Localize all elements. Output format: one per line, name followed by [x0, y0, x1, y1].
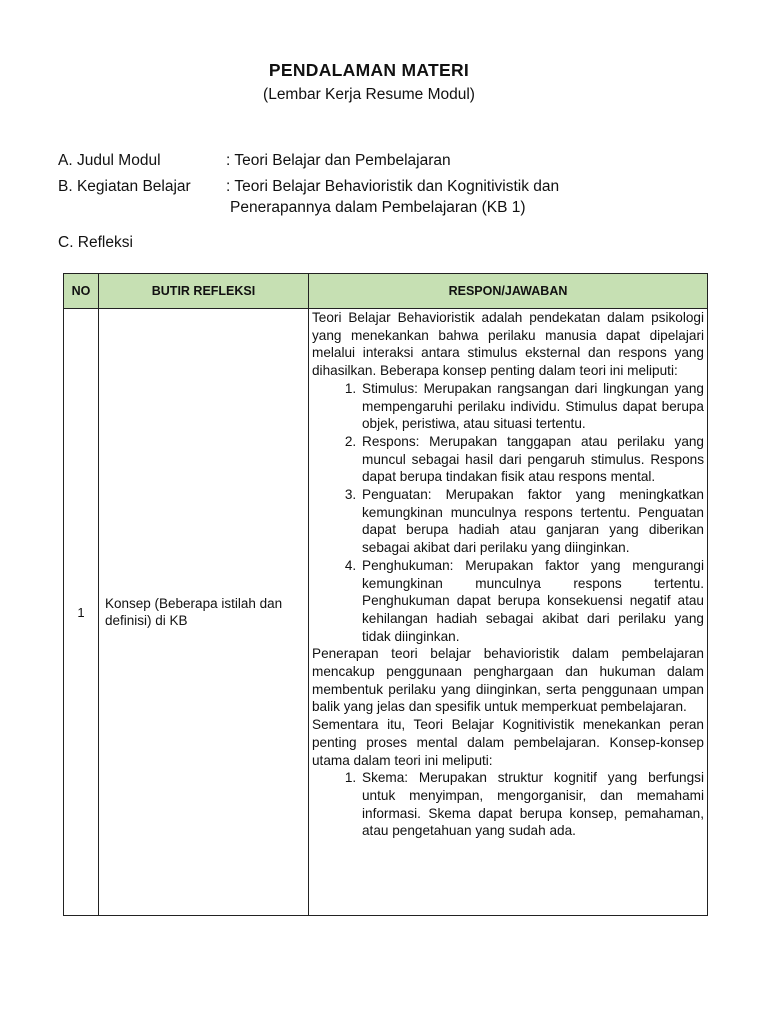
response-intro: Teori Belajar Behavioristik adalah pendekatan dalam psikologi yang menekankan bahwa perilaku manusia dapat dipelajari melalui interaksi antara stimulus eksternal dan respons yang dihasilkan. Beberapa konsep penting dalam teori ini meliputi: [312, 310, 704, 379]
respon-jawaban-cell [309, 309, 708, 916]
list-item: 4. Penghukuman: Merupakan faktor yang mengurangi kemungkinan munculnya respons tertentu. Penghukuman dapat berupa konsekuensi negatif atau kehilangan hadiah sebagai akibat dari perilaku yang tidak diinginkan. [360, 557, 704, 646]
header-no: NO [64, 274, 99, 309]
kegiatan-belajar-value-line2: Penerapannya dalam Pembelajaran (KB 1) [230, 199, 526, 216]
row-number: 1 [64, 309, 99, 916]
table-header-row [64, 274, 708, 309]
judul-modul-value: : Teori Belajar dan Pembelajaran [226, 152, 451, 169]
page-title: PENDALAMAN MATERI [268, 60, 470, 80]
header-respon-jawaban: RESPON/JAWABAN [309, 274, 708, 309]
kegiatan-belajar-value-line1: : Teori Belajar Behavioristik dan Kognitivistik dan [226, 178, 560, 195]
response-paragraph-kognitivistik: Sementara itu, Teori Belajar Kognitivistik menekankan peran penting proses mental dalam pembelajaran. Konsep-konsep utama dalam teori ini meliputi: [312, 717, 704, 768]
kegiatan-belajar-label: B. Kegiatan Belajar [58, 178, 191, 195]
list-item: 1. Stimulus: Merupakan rangsangan dari lingkungan yang mempengaruhi perilaku individu. Stimulus dapat berupa objek, peristiwa, atau situasi tertentu. [360, 380, 704, 433]
list-item: 1. Skema: Merupakan struktur kognitif yang berfungsi untuk menyimpan, mengorganisir, dan memahami informasi. Skema dapat berupa konsep, pemahaman, atau pengetahuan yang sudah ada. [360, 769, 704, 840]
butir-refleksi-cell: Konsep (Beberapa istilah dan definisi) di KB [99, 309, 309, 916]
behavioristik-concept-list [312, 380, 704, 646]
table-row [64, 309, 708, 916]
reflection-table [63, 273, 708, 916]
judul-modul-label: A. Judul Modul [58, 152, 161, 169]
kognitivistik-concept-list [312, 769, 704, 840]
list-item: 2. Respons: Merupakan tanggapan atau perilaku yang muncul sebagai hasil dari pengaruh stimulus. Respons dapat berupa tindakan fisik atau respons mental. [360, 433, 704, 486]
response-paragraph-penerapan: Penerapan teori belajar behavioristik dalam pembelajaran mencakup penggunaan penghargaan dan hukuman dalam membentuk perilaku yang diinginkan, serta penggunaan umpan balik yang jelas dan spesifik untuk memperkuat pembelajaran. [312, 646, 704, 715]
list-item: 3. Penguatan: Merupakan faktor yang meningkatkan kemungkinan munculnya respons tertentu. Penguatan dapat berupa hadiah atau ganjaran yang diberikan sebagai akibat dari perilaku yang diinginkan. [360, 486, 704, 557]
page-subtitle: (Lembar Kerja Resume Modul) [263, 86, 475, 103]
header-butir-refleksi: BUTIR REFLEKSI [99, 274, 309, 309]
refleksi-label: C. Refleksi [58, 234, 133, 251]
